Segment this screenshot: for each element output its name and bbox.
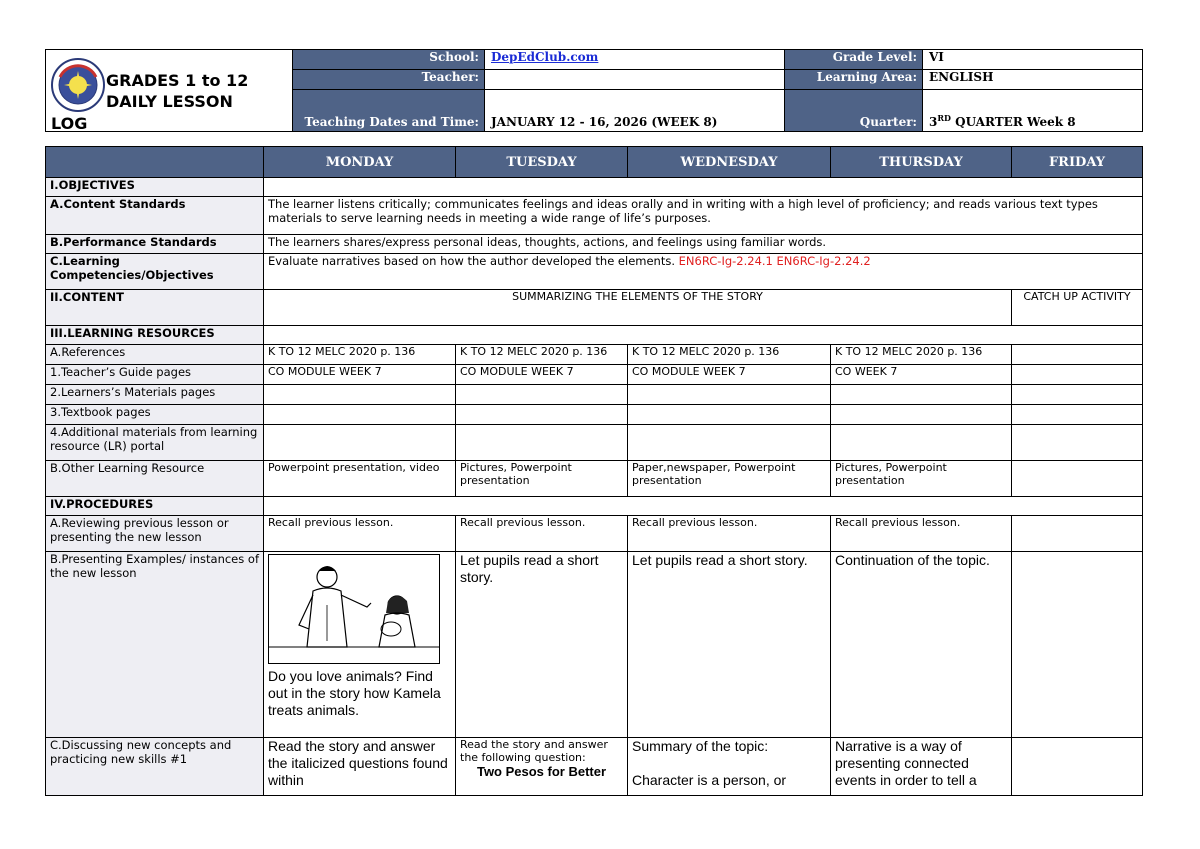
references-friday: [1012, 345, 1143, 365]
reviewing-monday: Recall previous lesson.: [264, 516, 456, 552]
quarter-value: [923, 90, 1143, 132]
textbook-label: 3.Textbook pages: [46, 405, 264, 425]
presenting-friday: [1012, 552, 1143, 738]
reviewing-thursday: Recall previous lesson.: [831, 516, 1012, 552]
learners-materials-row: [46, 385, 1143, 405]
presenting-tuesday: Let pupils read a short story.: [456, 552, 628, 738]
resources-heading: III.LEARNING RESOURCES: [46, 326, 264, 345]
discussing-wednesday-line2: Character is a person, or: [632, 772, 787, 788]
discussing-tuesday-text: Read the story and answer the following question:: [460, 738, 608, 764]
performance-standards-label: B.Performance Standards: [46, 235, 264, 254]
day-wednesday: WEDNESDAY: [628, 147, 831, 178]
additional-materials-row: [46, 425, 1143, 461]
day-tuesday: TUESDAY: [456, 147, 628, 178]
discussing-wednesday-line1: Summary of the topic:: [632, 738, 769, 754]
lm-friday: [1012, 385, 1143, 405]
grade-level-value: VI: [923, 50, 1143, 70]
presenting-wednesday: Let pupils read a short story.: [628, 552, 831, 738]
additional-materials-label: 4.Additional materials from learning resource (LR) portal: [46, 425, 264, 461]
discussing-row: [46, 738, 1143, 796]
presenting-monday: [264, 552, 456, 738]
references-row: [46, 345, 1143, 365]
performance-standards-text: The learners shares/express personal ideas, thoughts, actions, and feelings using familiar words.: [264, 235, 1143, 254]
learners-materials-label: 2.Learners’s Materials pages: [46, 385, 264, 405]
tg-thursday: CO WEEK 7: [831, 365, 1012, 385]
add-wednesday: [628, 425, 831, 461]
day-header-row: [46, 147, 1143, 178]
lesson-log-table: [45, 146, 1143, 796]
reviewing-friday: [1012, 516, 1143, 552]
textbook-row: [46, 405, 1143, 425]
competency-codes: EN6RC-Ig-2.24.1 EN6RC-Ig-2.24.2: [678, 254, 871, 268]
presenting-row: [46, 552, 1143, 738]
add-tuesday: [456, 425, 628, 461]
references-label: A.References: [46, 345, 264, 365]
dates-value: JANUARY 12 - 16, 2026 (WEEK 8): [485, 90, 785, 132]
content-standards-text: The learner listens critically; communicates feelings and ideas orally and in writing with a high level of proficiency; and reads various text types materials to serve learning needs in meeting a wide range of life’s purposes.: [264, 197, 1143, 235]
discussing-friday: [1012, 738, 1143, 796]
quarter-number: 3: [929, 115, 938, 129]
teachers-guide-label: 1.Teacher’s Guide pages: [46, 365, 264, 385]
content-standards-label: A.Content Standards: [46, 197, 264, 235]
title-line-2: DAILY LESSON: [106, 92, 233, 111]
references-thursday: K TO 12 MELC 2020 p. 136: [831, 345, 1012, 365]
discussing-tuesday: [456, 738, 628, 796]
reviewing-tuesday: Recall previous lesson.: [456, 516, 628, 552]
corner-cell: [46, 147, 264, 178]
references-monday: K TO 12 MELC 2020 p. 136: [264, 345, 456, 365]
header-table: [45, 49, 1143, 132]
reviewing-row: [46, 516, 1143, 552]
content-label: II.CONTENT: [46, 290, 264, 326]
resources-blank: [264, 326, 1143, 345]
competencies-text: [264, 254, 1143, 290]
lm-tuesday: [456, 385, 628, 405]
content-text: SUMMARIZING THE ELEMENTS OF THE STORY: [264, 290, 1012, 326]
discussing-label: C.Discussing new concepts and practicing new skills #1: [46, 738, 264, 796]
tb-friday: [1012, 405, 1143, 425]
deped-seal-icon: [50, 57, 106, 113]
title-line-3: LOG: [51, 114, 88, 132]
other-resources-label: B.Other Learning Resource: [46, 461, 264, 497]
lm-wednesday: [628, 385, 831, 405]
learning-area-label: Learning Area:: [785, 70, 923, 90]
teachers-guide-row: [46, 365, 1143, 385]
tg-tuesday: CO MODULE WEEK 7: [456, 365, 628, 385]
story-title: Two Pesos for Better: [476, 764, 607, 779]
grade-level-label: Grade Level:: [785, 50, 923, 70]
tg-friday: [1012, 365, 1143, 385]
procedures-heading: IV.PROCEDURES: [46, 497, 264, 516]
quarter-label: Quarter:: [785, 90, 923, 132]
other-resources-row: [46, 461, 1143, 497]
reviewing-wednesday: Recall previous lesson.: [628, 516, 831, 552]
other-monday: Powerpoint presentation, video: [264, 461, 456, 497]
discussing-wednesday: [628, 738, 831, 796]
presenting-label: B.Presenting Examples/ instances of the new lesson: [46, 552, 264, 738]
quarter-ordinal: RD: [937, 113, 951, 123]
competencies-statement: Evaluate narratives based on how the author developed the elements.: [268, 254, 679, 268]
teacher-label: Teacher:: [293, 70, 485, 90]
learning-area-value: ENGLISH: [923, 70, 1143, 90]
title-line-1: GRADES 1 to 12: [106, 71, 249, 90]
add-friday: [1012, 425, 1143, 461]
presenting-thursday: Continuation of the topic.: [831, 552, 1012, 738]
tg-monday: CO MODULE WEEK 7: [264, 365, 456, 385]
lm-monday: [264, 385, 456, 405]
references-wednesday: K TO 12 MELC 2020 p. 136: [628, 345, 831, 365]
school-label: School:: [293, 50, 485, 70]
teacher-value: [485, 70, 785, 90]
tg-wednesday: CO MODULE WEEK 7: [628, 365, 831, 385]
quarter-rest: QUARTER Week 8: [950, 115, 1076, 129]
presenting-monday-text: Do you love animals? Find out in the story how Kamela treats animals.: [268, 668, 441, 718]
day-thursday: THURSDAY: [831, 147, 1012, 178]
school-value[interactable]: [485, 50, 785, 70]
doctor-and-girl-illustration: [268, 554, 440, 664]
discussing-thursday: Narrative is a way of presenting connected events in order to tell a: [831, 738, 1012, 796]
lm-thursday: [831, 385, 1012, 405]
reviewing-label: A.Reviewing previous lesson or presenting the new lesson: [46, 516, 264, 552]
tb-thursday: [831, 405, 1012, 425]
references-tuesday: K TO 12 MELC 2020 p. 136: [456, 345, 628, 365]
other-tuesday: Pictures, Powerpoint presentation: [456, 461, 628, 497]
tb-tuesday: [456, 405, 628, 425]
tb-wednesday: [628, 405, 831, 425]
school-link[interactable]: DepEdClub.com: [491, 50, 599, 64]
other-wednesday: Paper,newspaper, Powerpoint presentation: [628, 461, 831, 497]
objectives-blank: [264, 178, 1143, 197]
objectives-heading: I.OBJECTIVES: [46, 178, 264, 197]
content-friday: CATCH UP ACTIVITY: [1012, 290, 1143, 326]
header-title-block: [46, 50, 293, 132]
competencies-label: C.Learning Competencies/Objectives: [46, 254, 264, 290]
tb-monday: [264, 405, 456, 425]
other-friday: [1012, 461, 1143, 497]
day-monday: MONDAY: [264, 147, 456, 178]
dates-label: Teaching Dates and Time:: [293, 90, 485, 132]
add-thursday: [831, 425, 1012, 461]
day-friday: FRIDAY: [1012, 147, 1143, 178]
other-thursday: Pictures, Powerpoint presentation: [831, 461, 1012, 497]
discussing-monday: Read the story and answer the italicized questions found within: [264, 738, 456, 796]
procedures-blank: [264, 497, 1143, 516]
add-monday: [264, 425, 456, 461]
